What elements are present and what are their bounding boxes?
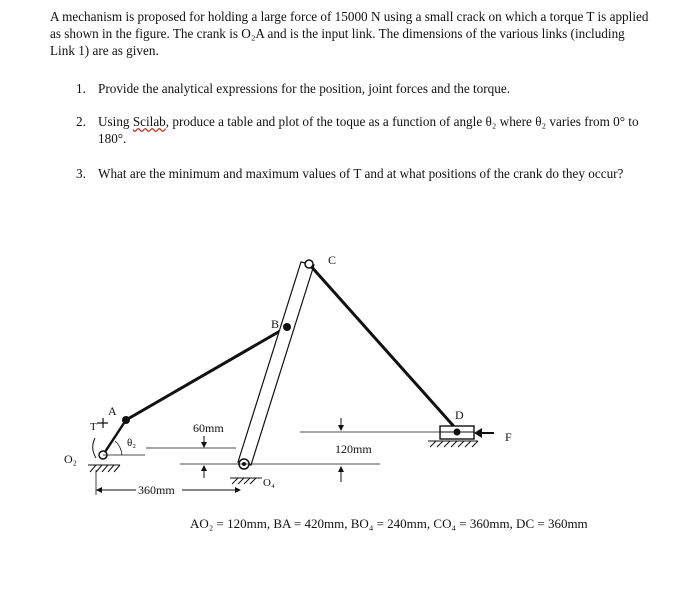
dim-120-label: 120mm xyxy=(335,442,372,456)
label-f: F xyxy=(505,430,512,444)
question-2-text-before: Using xyxy=(98,114,133,129)
joint-d xyxy=(454,429,461,436)
label-c: C xyxy=(328,253,337,267)
label-o4: O₄ xyxy=(263,477,275,489)
joint-b xyxy=(283,323,291,331)
figure-caption: AO₂ = 120mm, BA = 420mm, BO₄ = 240mm, CO₄ = 360mm, DC = 360mm xyxy=(190,516,588,531)
question-3-number: 3. xyxy=(76,166,86,181)
label-a: A xyxy=(108,404,117,418)
torque-arrow xyxy=(97,418,108,428)
dim-60-arrows xyxy=(201,436,207,478)
rocker-o4c xyxy=(238,262,314,465)
question-1-number: 1. xyxy=(76,81,86,96)
question-2-text-after: , produce a table and plot of the toque as a function of angle θ₂ where θ₂ varies from 0° to 180°. xyxy=(98,114,639,146)
force-f-arrow xyxy=(474,428,494,438)
question-1-text: Provide the analytical expressions for the position, joint forces and the torque. xyxy=(98,81,511,96)
label-d: D xyxy=(455,408,464,422)
question-3-text: What are the minimum and maximum values of T and at what positions of the crank do they occur? xyxy=(98,166,624,181)
link-cd xyxy=(309,264,458,431)
crank-o2a xyxy=(103,420,126,455)
label-o2: O₂ xyxy=(64,452,77,466)
label-theta2: θ₂ xyxy=(127,437,137,449)
dim-60-label: 60mm xyxy=(193,421,224,435)
ground-hatch-d xyxy=(428,441,478,447)
torque-arc xyxy=(93,438,96,458)
ground-hatch-o4 xyxy=(230,478,262,484)
joint-c xyxy=(305,260,313,268)
theta2-arc xyxy=(115,441,122,455)
scilab-word: Scilab xyxy=(132,114,166,129)
problem-intro: A mechanism is proposed for holding a large force of 15000 N using a small crack on which a torque T is applied as shown in the figure. The crank is O₂A and is the input link. The dimensions of the various links (including Link 1) are as given. xyxy=(50,9,649,58)
dim-360-label: 360mm xyxy=(138,483,175,497)
label-b: B xyxy=(271,317,280,331)
joint-a xyxy=(122,416,130,424)
label-t: T xyxy=(90,421,97,433)
ground-hatch-o2 xyxy=(88,465,120,472)
question-2-number: 2. xyxy=(76,114,86,129)
